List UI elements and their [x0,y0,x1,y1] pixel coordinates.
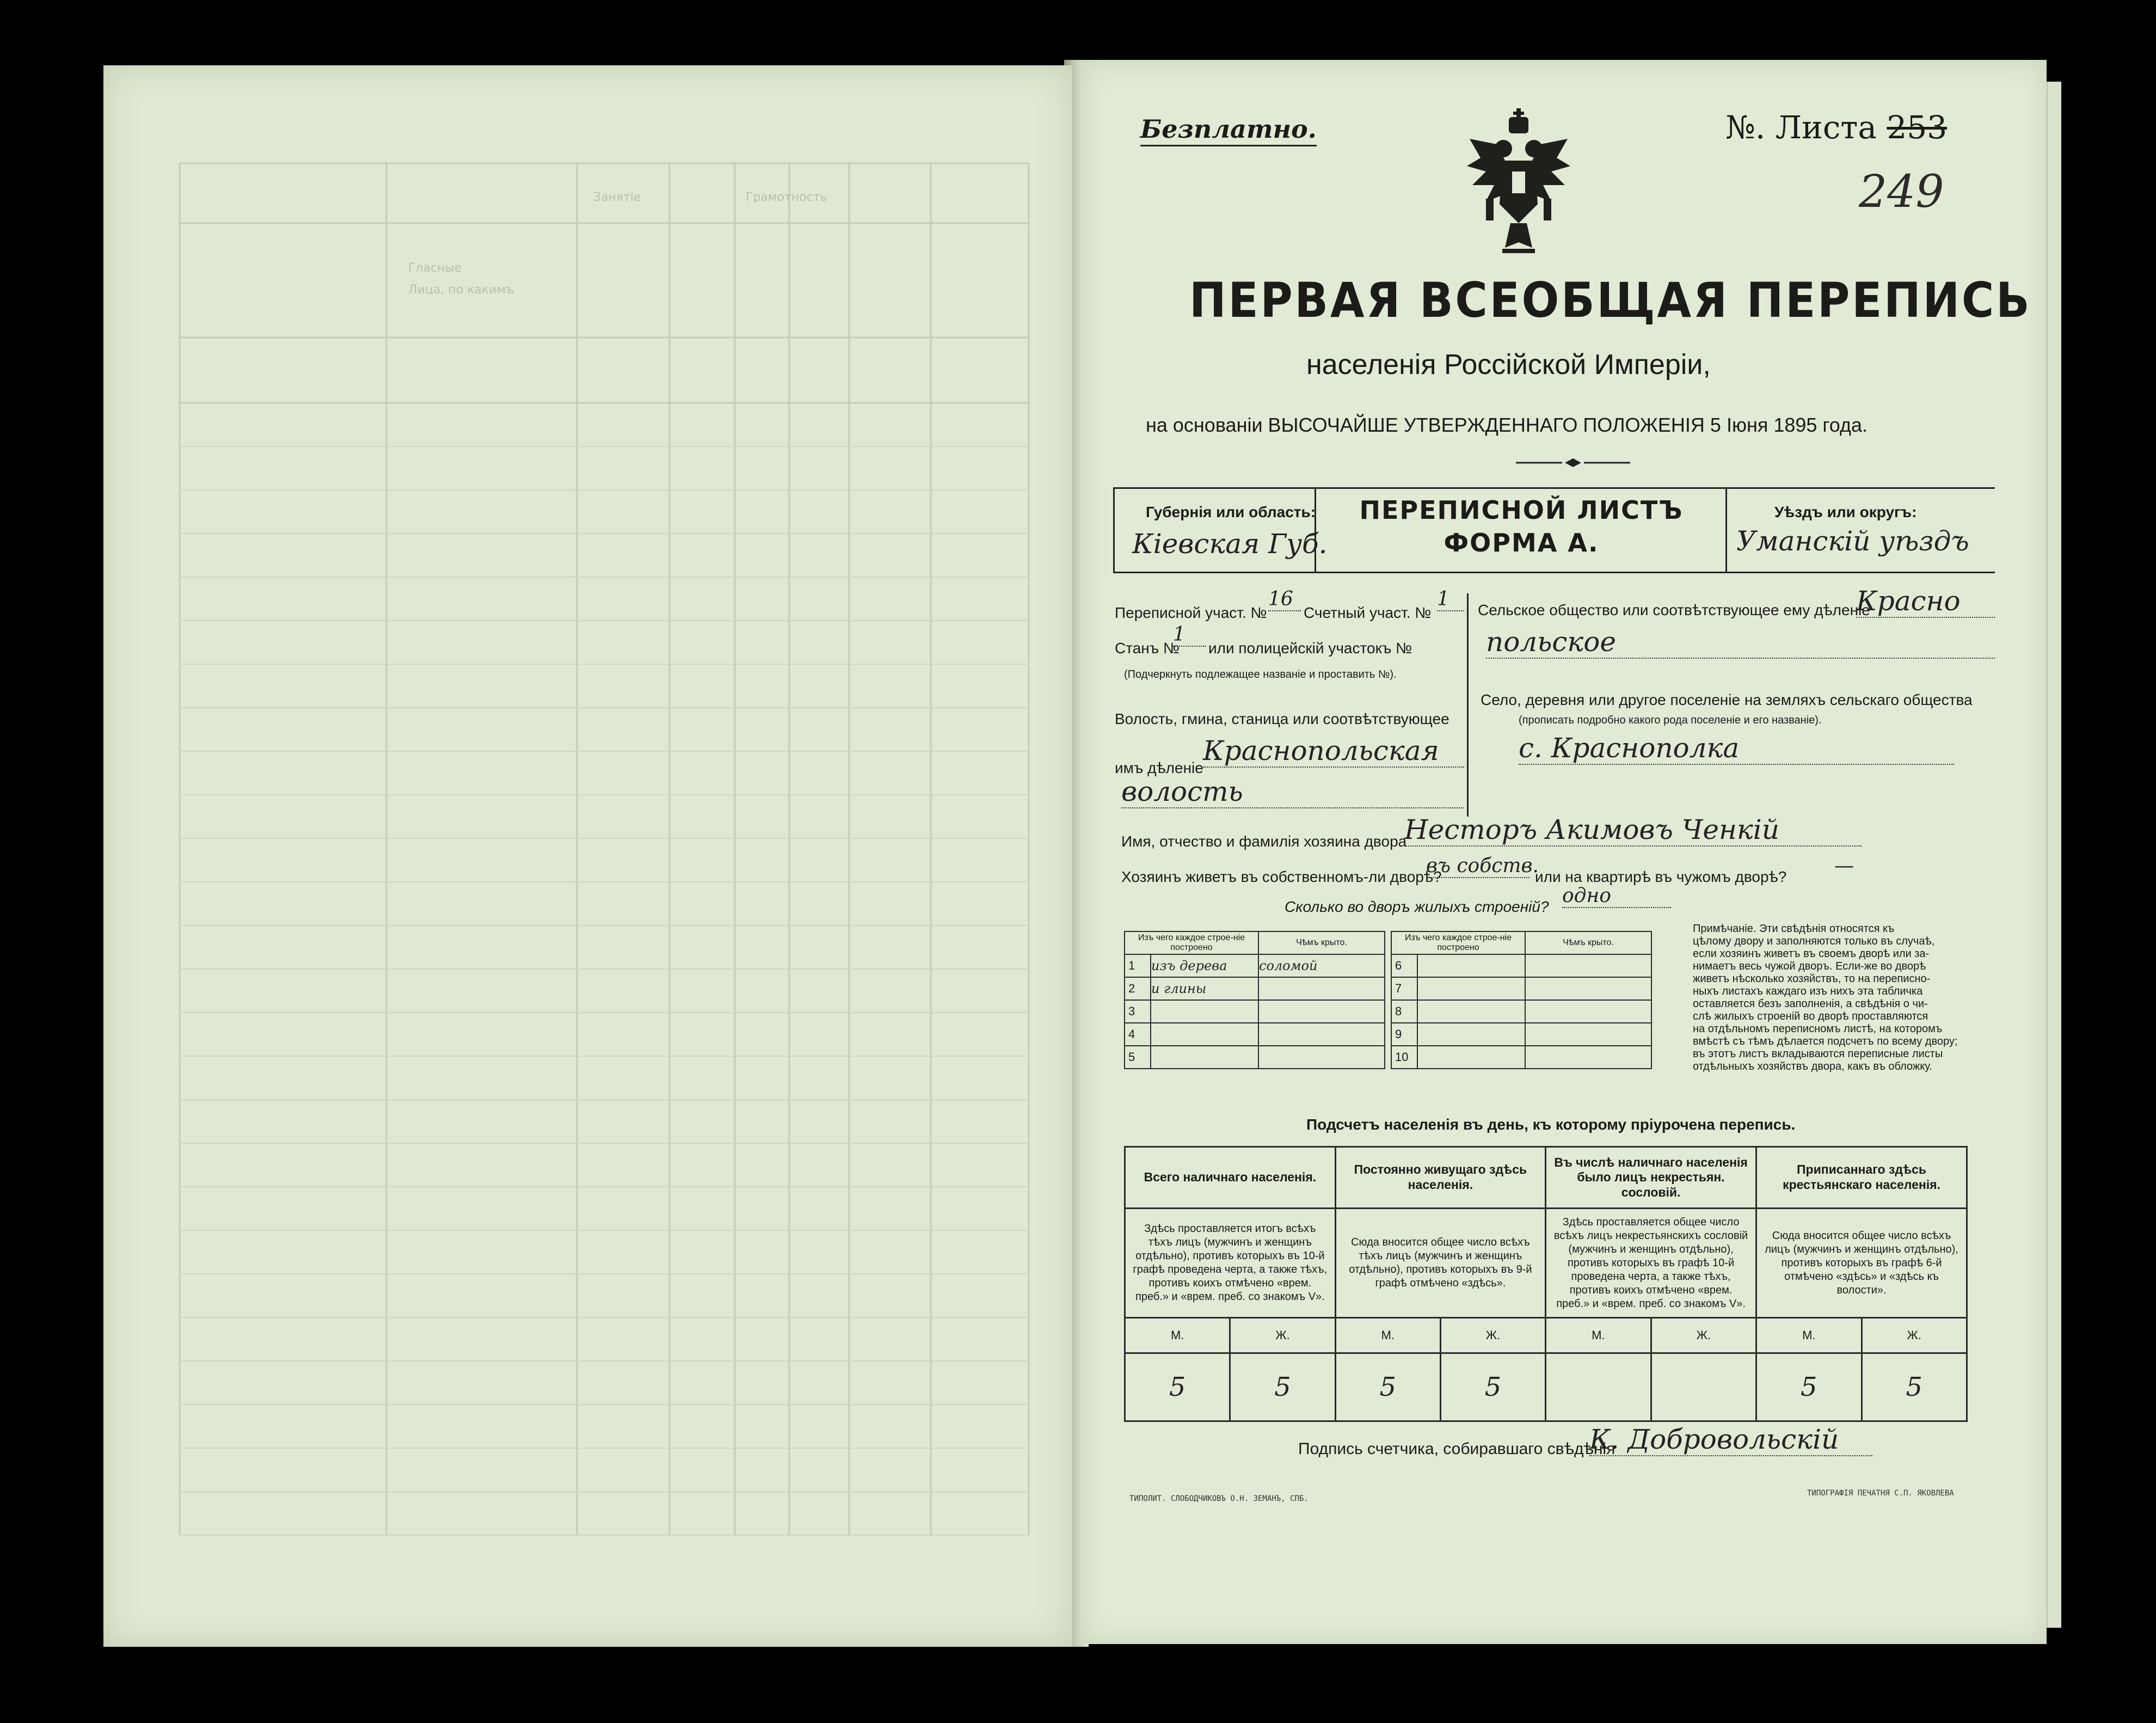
building-roof: соломой [1258,954,1385,977]
buildings-table-right [1391,931,1652,1069]
ghost-header-4: Грамотность [746,191,827,204]
district-value: Уманскій уѣздъ [1736,525,1969,557]
note-line: оставляется безъ заполненія, а свѣдѣнія о чи- [1693,998,1928,1010]
table-row: 1 изъ дерева соломой [1125,954,1385,977]
note-line: вмѣстѣ съ тѣмъ дѣлается подсчетъ по всему двору; [1693,1035,1958,1047]
sex-f-label: Ж. [1230,1318,1335,1353]
volost-label-1: Волость, гмина, станица или соотвѣтствующее [1115,710,1449,727]
note-line: цѣлому двору и заполняются только въ случаѣ, [1693,935,1935,947]
left-page [103,65,1072,1647]
buildings-col-material: Изъ чего каждое строе-ніе построено [1125,931,1258,954]
signature-value: К. Добровольскій [1589,1424,1872,1456]
sex-f-label: Ж. [1651,1318,1756,1353]
buildings-count-label: Сколько во дворъ жилыхъ строеній? [1285,898,1549,915]
buildings-col-roof-2: Чѣмъ крыто. [1525,931,1651,954]
owner-name-label: Имя, отчество и фамилія хозяина двора [1121,833,1407,850]
police-note: (Подчеркнуть подлежащее названіе и проставить №). [1124,669,1397,680]
pop-nonpeasant-f [1651,1353,1756,1421]
village-note: (прописать подробно какого рода поселеніе и его названіе). [1519,714,1822,726]
buildings-note [1693,923,2003,1073]
owner-lives-value-2: — [1834,855,1854,877]
table-row: 9 [1391,1023,1651,1046]
volost-value-1: Краснопольская [1203,735,1464,768]
district-label: Уѣздъ или округъ: [1774,504,1917,520]
province-label: Губернія или область: [1146,504,1316,520]
form-title-line1: ПЕРЕПИСНОЙ ЛИСТЪ [1359,495,1684,525]
note-line: нимаетъ весь чужой дворъ. Если-же во дворѣ [1693,960,1926,972]
village-value: с. Краснополка [1519,732,1954,765]
pop-col-total-desc: Здѣсь проставляется итогъ всѣхъ тѣхъ лицъ (мужчинъ и женщинъ отдѣльно), противъ которыхъ въ 10-й графѣ проведена черта, а также тѣхъ, противъ коихъ отмѣчено «врем. преб.» и «врем. преб. со знакомъ V». [1125,1209,1336,1318]
table-row: 4 [1125,1023,1385,1046]
pop-col-permanent-title: Постоянно живущаго здѣсь населенія. [1335,1147,1545,1209]
sex-m-label: М. [1125,1318,1230,1353]
note-line: живетъ нѣсколько хозяйствъ, то на переписно- [1693,973,1931,985]
ghost-header-1: Гласные [408,261,462,275]
left-page-faint-grid [103,65,1072,1647]
rule-box-divider-2 [1725,487,1727,573]
sheet-number-struck: 253 [1887,109,1948,146]
counting-section-label: Счетный участ. № [1304,604,1432,621]
sheet-number-label: №. Листа [1725,109,1877,146]
society-value-2: польское [1486,626,1995,659]
ghost-header-3: Занятіе [593,191,641,204]
table-row: 3 [1125,1000,1385,1023]
pop-total-f: 5 [1230,1353,1335,1421]
census-subtitle: населенія Россійской Имперіи, [1306,349,1711,381]
population-heading: Подсчетъ населенія въ день, къ которому пріурочена перепись. [1306,1116,1796,1133]
census-basis: на основаніи ВЫСОЧАЙШЕ УТВЕРЖДЕННАГО ПОЛОЖЕНІЯ 5 Іюня 1895 года. [1146,414,1868,436]
buildings-table [1124,931,1652,1069]
stan-label: Станъ № [1115,640,1180,657]
pop-col-nonpeasant-title: Въ числѣ наличнаго населенія было лицъ некрестьян. сословій. [1546,1147,1756,1209]
pop-permanent-f: 5 [1440,1353,1545,1421]
signature-label: Подпись счетчика, собиравшаго свѣдѣнія [1298,1440,1616,1458]
table-row: 10 [1391,1046,1651,1069]
sex-f-label: Ж. [1862,1318,1967,1353]
volost-value-2: волость [1121,776,1464,808]
building-roof [1258,977,1385,1000]
province-value: Кіевская Губ. [1132,528,1328,560]
rule-box-left [1113,487,1115,573]
free-label: Безплатно. [1140,114,1317,146]
police-label: или полицейскій участокъ № [1208,640,1412,657]
pop-peasant-m: 5 [1756,1353,1862,1421]
sex-m-label: М. [1756,1318,1862,1353]
imperial-eagle-emblem [1464,106,1573,269]
pop-nonpeasant-m [1546,1353,1651,1421]
note-line: отдѣльныхъ хозяйствъ двора, какъ въ обложку. [1693,1060,1932,1072]
census-section-label: Переписной участ. № [1115,604,1267,621]
owner-lives-label: Хозяинъ живетъ въ собственномъ-ли дворѣ? [1121,868,1442,885]
stan-value: 1 [1173,623,1206,647]
ghost-header-2: Лица, по какимъ [408,283,514,297]
note-line: ныхъ листахъ каждаго изъ нихъ эта табличка [1693,985,1923,997]
village-label: Село, деревня или другое поселеніе на земляхъ сельскаго общества [1481,691,1973,708]
pop-col-total-title: Всего наличнаго населенія. [1125,1147,1336,1209]
printer-mark-right: ТИПОГРАФІЯ ПЕЧАТНЯ С.П. ЯКОВЛЕВА [1807,1489,1954,1498]
pop-total-m: 5 [1125,1353,1230,1421]
buildings-table-left [1124,931,1385,1069]
sex-m-label: М. [1335,1318,1440,1353]
counting-section-value: 1 [1437,588,1464,611]
pop-col-nonpeasant-desc: Здѣсь проставляется общее число всѣхъ лицъ некрестьянскихъ сословій (мужчинъ и женщинъ отдѣльно), противъ которыхъ въ графѣ 10-й проведена черта, а также тѣхъ, противъ коихъ отмѣчено «врем. преб.» и «врем. преб. со знакомъ V». [1546,1209,1756,1318]
buildings-count-value: одно [1562,885,1671,908]
note-line: если хозяинъ живетъ въ своемъ дворѣ или за- [1693,948,1930,960]
owner-name-value: Несторъ Акимовъ Ченкій [1404,814,1862,847]
fields-divider [1467,593,1469,817]
table-row: 2 и глины [1125,977,1385,1000]
volost-label-2: имъ дѣленіе [1115,759,1203,776]
building-material: и глины [1151,977,1258,1000]
note-line: слѣ жилыхъ строеній во дворѣ проставляются [1693,1010,1928,1022]
owner-lives-value: въ собств. [1426,855,1539,877]
form-title-line2: ФОРМА А. [1444,528,1599,557]
table-row: 8 [1391,1000,1651,1023]
owner-lives-label-2: или на квартирѣ въ чужомъ дворѣ? [1535,868,1787,885]
sex-f-label: Ж. [1440,1318,1545,1353]
pop-col-peasant-title: Приписаннаго здѣсь крестьянскаго населенія. [1756,1147,1967,1209]
pop-col-peasant-desc: Сюда вносится общее число всѣхъ лицъ (мужчинъ и женщинъ отдѣльно), противъ которыхъ въ графѣ 6-й отмѣчено «здѣсь» и «здѣсь къ волости». [1756,1209,1967,1318]
table-row: 5 [1125,1046,1385,1069]
pop-permanent-m: 5 [1335,1353,1440,1421]
population-table [1124,1146,1968,1422]
decorative-rule [1516,457,1630,468]
pop-peasant-f: 5 [1862,1353,1967,1421]
note-line: Примѣчаніе. Эти свѣдѣнія относятся къ [1693,923,1895,935]
society-label: Сельское общество или соотвѣтствующее ему дѣленіе [1478,602,1870,618]
buildings-col-roof: Чѣмъ крыто. [1258,931,1385,954]
census-section-value: 16 [1268,588,1301,611]
table-row: 7 [1391,977,1651,1000]
note-line: на отдѣльномъ переписномъ листѣ, на которомъ [1693,1023,1943,1035]
rule-bottom-boxes [1113,572,1995,573]
rule-top-boxes [1113,487,1995,489]
page-edge-strip [2047,82,2061,1628]
printer-mark-left: ТИПОЛИТ. СЛОБОДЧИКОВЪ О.Н. ЗЕМАНЪ, СПБ. [1129,1494,1309,1503]
buildings-col-material-2: Изъ чего каждое строе-ніе построено [1391,931,1525,954]
census-title: ПЕРВАЯ ВСЕОБЩАЯ ПЕРЕПИСЬ [1189,272,2032,328]
building-material: изъ дерева [1151,954,1258,977]
pop-col-permanent-desc: Сюда вносится общее число всѣхъ тѣхъ лицъ (мужчинъ и женщинъ отдѣльно), противъ которыхъ въ 9-й графѣ отмѣчено «здѣсь». [1335,1209,1545,1318]
sex-m-label: М. [1546,1318,1651,1353]
sheet-number [1725,109,1947,146]
society-value-1: Красно [1856,585,1995,618]
table-row: 6 [1391,954,1651,977]
note-line: въ этотъ листъ вкладываются переписные листы [1693,1048,1943,1060]
sheet-number-handwritten: 249 [1859,166,1944,218]
